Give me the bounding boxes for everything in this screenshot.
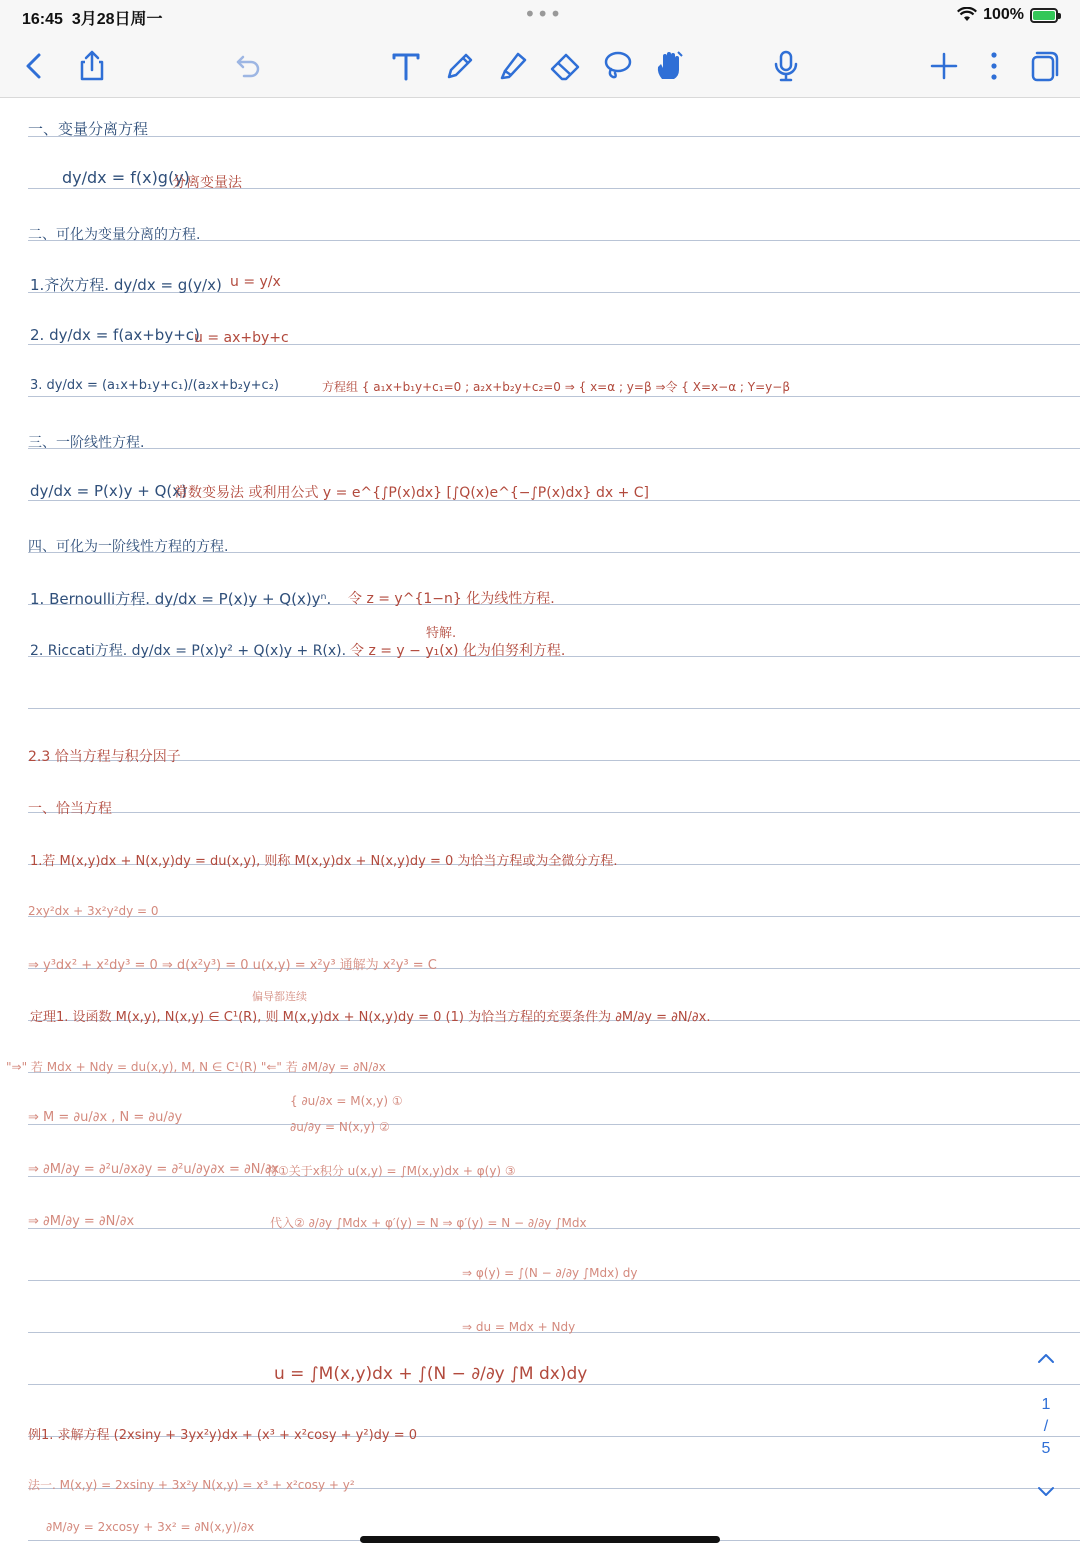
note-proof: "⇒" 若 Mdx + Ndy = du(x,y), M, N ∈ C¹(R) "⇐" 若 ∂M/∂y = ∂N/∂x: [6, 1060, 386, 1074]
note-example-title: 例1. 求解方程 (2xsiny + 3yx²y)dx + (x³ + x²cosy + y²)dy = 0: [28, 1428, 418, 1443]
ruled-line: [28, 1384, 1080, 1385]
wifi-icon: [957, 7, 977, 23]
note-proof: { ∂u/∂x = M(x,y) ①: [290, 1094, 403, 1108]
pages-button[interactable]: [1026, 48, 1062, 84]
chevron-down-icon[interactable]: [1035, 1480, 1057, 1502]
share-icon: [75, 49, 109, 83]
text-tool-icon: [389, 49, 423, 83]
note-definition: 1.若 M(x,y)dx + N(x,y)dy = du(x,y), 则称 M(x,y)dx + N(x,y)dy = 0 为恰当方程或为全微分方程.: [30, 854, 618, 869]
back-button[interactable]: [16, 48, 52, 84]
text-tool-button[interactable]: [388, 48, 424, 84]
note-formula: dy/dx = f(x)g(y): [62, 168, 190, 187]
battery-icon: [1030, 8, 1058, 23]
note-formula: dy/dx = P(x)y + Q(x): [30, 482, 187, 500]
eraser-icon: [548, 49, 582, 83]
note-heading-exact: 一、恰当方程: [28, 801, 112, 817]
battery-percent: 100%: [983, 6, 1024, 23]
page-separator: /: [1043, 1418, 1049, 1435]
note-formula: 3. dy/dx = (a₁x+b₁y+c₁)/(a₂x+b₂y+c₂): [30, 378, 279, 393]
notebook-page[interactable]: [0, 98, 1080, 1554]
lasso-tool-button[interactable]: [599, 48, 635, 84]
share-button[interactable]: [74, 48, 110, 84]
note-annotation: 令 z = y^{1−n} 化为线性方程.: [348, 591, 555, 607]
plus-icon: [927, 49, 961, 83]
note-example: ⇒ y³dx² + x²dy³ = 0 ⇒ d(x²y³) = 0 u(x,y) = x²y³ 通解为 x²y³ = C: [28, 958, 437, 973]
note-proof: ⇒ ∂M/∂y = ∂N/∂x: [28, 1214, 135, 1229]
chevron-left-icon: [17, 49, 51, 83]
note-example-step: ∂M/∂y = 2xcosy + 3x² = ∂N(x,y)/∂x: [46, 1520, 255, 1534]
note-formula: 1.齐次方程. dy/dx = g(y/x): [30, 276, 222, 294]
note-annotation: 常数变易法 或利用公式 y = e^{∫P(x)dx} [∫Q(x)e^{−∫P(x)dx} dx + C]: [174, 485, 650, 501]
microphone-button[interactable]: [768, 48, 804, 84]
note-annotation: 方程组 { a₁x+b₁y+c₁=0 ; a₂x+b₂y+c₂=0 ⇒ { x=α ; y=β ⇒令 { X=x−α ; Y=y−β: [322, 380, 790, 394]
note-annotation: 分离变量法: [172, 175, 242, 191]
note-proof: 代入② ∂/∂y ∫Mdx + φ′(y) = N ⇒ φ′(y) = N − ∂/∂y ∫Mdx: [270, 1216, 587, 1230]
ruled-line: [28, 708, 1080, 709]
more-button[interactable]: [976, 48, 1012, 84]
ruled-line: [28, 812, 1080, 813]
ruled-line: [28, 1124, 1080, 1125]
more-icon: [977, 49, 1011, 83]
eraser-tool-button[interactable]: [547, 48, 583, 84]
lasso-icon: [600, 49, 634, 83]
microphone-icon: [769, 49, 803, 83]
note-annotation: u = y/x: [230, 274, 281, 290]
ruled-line: [28, 136, 1080, 137]
note-proof: ⇒ M = ∂u/∂x , N = ∂u/∂y: [28, 1110, 183, 1125]
undo-icon: [232, 49, 266, 83]
note-heading-separable: 一、变量分离方程: [28, 120, 149, 138]
note-annotation: 偏导都连续: [252, 990, 307, 1003]
note-heading-reducible-linear: 四、可化为一阶线性方程的方程.: [28, 539, 229, 555]
pen-icon: [443, 49, 477, 83]
ruled-line: [28, 396, 1080, 397]
note-proof: 将①关于x积分 u(x,y) = ∫M(x,y)dx + φ(y) ③: [266, 1164, 516, 1178]
status-bar: [0, 0, 1080, 34]
chevron-up-icon[interactable]: [1035, 1348, 1057, 1370]
hand-icon: [652, 49, 686, 83]
toolbar: [0, 34, 1080, 98]
ruled-line: [28, 448, 1080, 449]
status-right: [957, 6, 1058, 24]
status-date: 3月28日周一: [71, 11, 163, 28]
pages-icon: [1027, 49, 1061, 83]
pen-tool-button[interactable]: [442, 48, 478, 84]
note-heading-linear: 三、一阶线性方程.: [28, 435, 145, 451]
note-result-formula: u = ∫M(x,y)dx + ∫(N − ∂/∂y ∫M dx)dy: [274, 1364, 588, 1384]
note-theorem: 定理1. 设函数 M(x,y), N(x,y) ∈ C¹(R), 则 M(x,y)dx + N(x,y)dy = 0 (1) 为恰当方程的充要条件为 ∂M/∂y = ∂N/∂x.: [30, 1010, 711, 1025]
home-indicator[interactable]: [360, 1536, 720, 1543]
highlighter-icon: [496, 49, 530, 83]
total-page-count: 5: [1041, 1440, 1051, 1457]
ruled-line: [28, 916, 1080, 917]
page-navigator: [1026, 1348, 1066, 1502]
note-example: 2xy²dx + 3x²y²dy = 0: [28, 904, 159, 918]
note-heading-reducible: 二、可化为变量分离的方程.: [28, 227, 201, 243]
highlighter-tool-button[interactable]: [495, 48, 531, 84]
note-proof: ⇒ φ(y) = ∫(N − ∂/∂y ∫Mdx) dy: [462, 1266, 638, 1280]
status-time: 16:45 3月28日周一: [22, 11, 163, 28]
note-annotation: 令 z = y − y₁(x) 化为伯努利方程.: [350, 643, 566, 659]
note-formula: 1. Bernoulli方程. dy/dx = P(x)y + Q(x)yⁿ.: [30, 590, 332, 608]
note-proof: ∂u/∂y = N(x,y) ②: [290, 1120, 390, 1134]
note-annotation: u = ax+by+c: [194, 330, 289, 346]
add-button[interactable]: [926, 48, 962, 84]
note-formula: 2. Riccati方程. dy/dx = P(x)y² + Q(x)y + R(x).: [30, 643, 347, 659]
note-section-title: 2.3 恰当方程与积分因子: [28, 749, 181, 765]
note-formula: 2. dy/dx = f(ax+by+c): [30, 326, 200, 344]
hand-tool-button[interactable]: [651, 48, 687, 84]
ruled-line: [28, 760, 1080, 761]
note-proof: ⇒ du = Mdx + Ndy: [462, 1320, 576, 1334]
note-proof: ⇒ ∂M/∂y = ∂²u/∂x∂y = ∂²u/∂y∂x = ∂N/∂x: [28, 1162, 280, 1177]
note-example-step: 法一. M(x,y) = 2xsiny + 3x²y N(x,y) = x³ + x²cosy + y²: [28, 1478, 355, 1492]
undo-button[interactable]: [231, 48, 267, 84]
note-annotation: 特解.: [426, 626, 457, 641]
multitasking-dots-icon[interactable]: •••: [524, 2, 563, 26]
ruled-line: [28, 1280, 1080, 1281]
ruled-line: [28, 344, 1080, 345]
current-page-number: 1: [1041, 1396, 1051, 1413]
